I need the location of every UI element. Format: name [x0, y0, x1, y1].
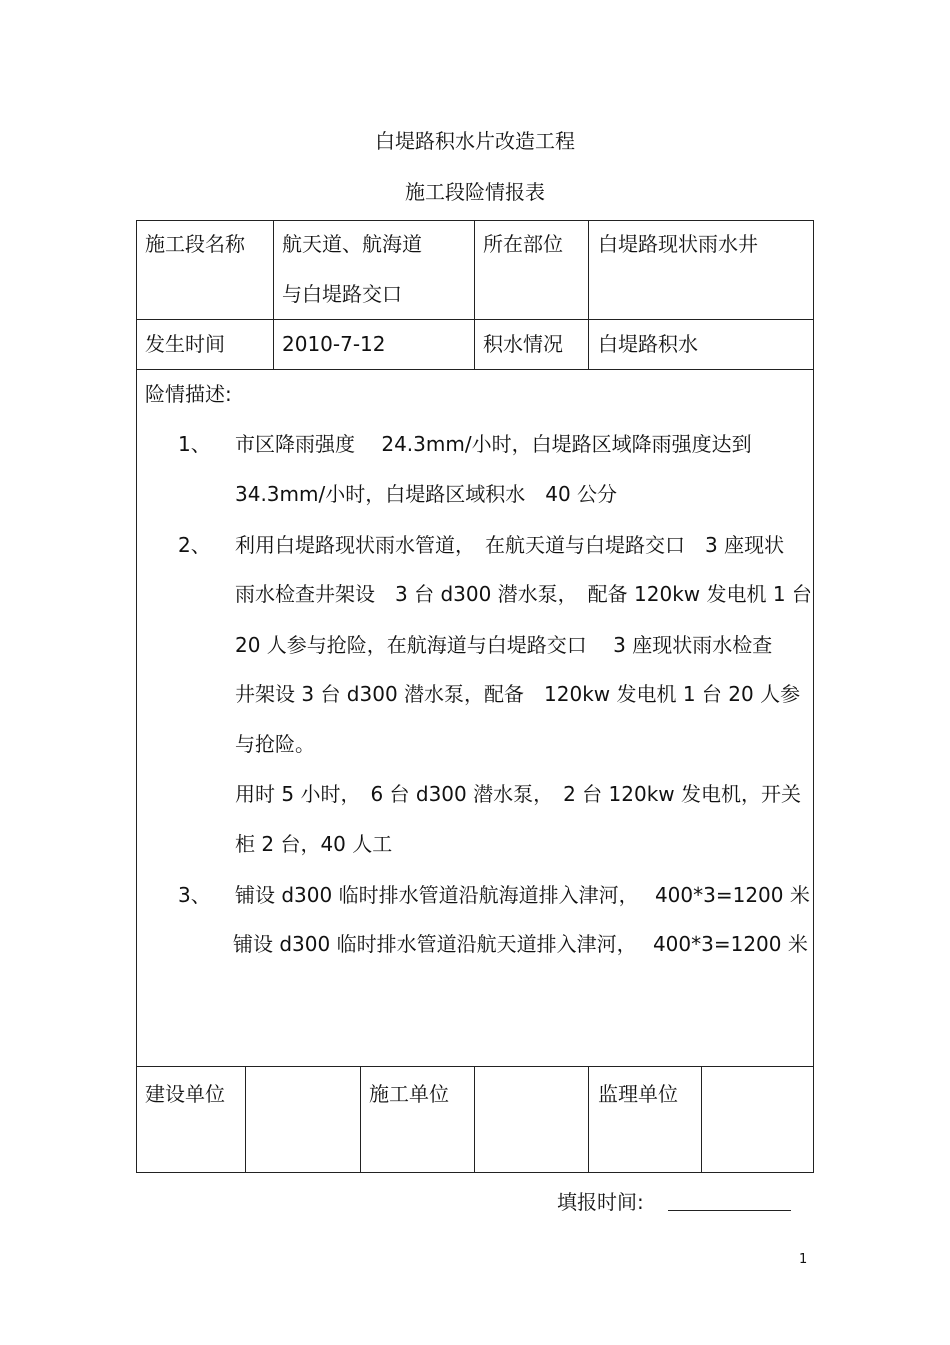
sig-divider-1: [245, 1066, 246, 1172]
item-2-number: 2、: [178, 533, 211, 557]
sig-divider-5: [701, 1066, 702, 1172]
col-divider-b: [474, 221, 475, 369]
item-3-number: 3、: [178, 883, 211, 907]
row-divider-3: [137, 1066, 813, 1067]
item-2-line-7: 柜 2 台，40 人工: [235, 832, 393, 856]
item-2-line-6: 用时 5 小时， 6 台 d300 潜水泵， 2 台 120kw 发电机，开关: [235, 782, 802, 806]
label-section-name: 施工段名称: [145, 232, 245, 256]
item-2-line-2: 雨水检查井架设 3 台 d300 潜水泵， 配备 120kw 发电机 1 台: [235, 582, 812, 606]
row-divider-2: [137, 369, 813, 370]
section-name-line2: 与白堤路交口: [282, 282, 402, 306]
label-supervisor: 监理单位: [598, 1082, 678, 1106]
page-number: 1: [799, 1252, 808, 1267]
location-value: 白堤路现状雨水井: [598, 232, 758, 256]
fill-time-blank: [668, 1210, 791, 1211]
item-3-line-2: 铺设 d300 临时排水管道沿航天道排入津河， 400*3=1200 米: [233, 932, 808, 956]
water-condition-value: 白堤路积水: [598, 332, 698, 356]
report-table: [136, 220, 814, 1173]
document-subtitle: 施工段险情报表: [405, 180, 545, 204]
label-water-condition: 积水情况: [483, 332, 563, 356]
occurrence-time-value: 2010-7-12: [282, 332, 386, 356]
col-divider-c: [588, 221, 589, 369]
fill-time-label: 填报时间:: [557, 1190, 644, 1214]
item-1-number: 1、: [178, 432, 211, 456]
item-2-line-4: 井架设 3 台 d300 潜水泵，配备 120kw 发电机 1 台 20 人参: [235, 682, 801, 706]
sig-divider-4: [588, 1066, 589, 1172]
label-occurrence-time: 发生时间: [145, 332, 225, 356]
section-name-line1: 航天道、航海道: [282, 232, 422, 256]
sig-divider-3: [474, 1066, 475, 1172]
label-location: 所在部位: [483, 232, 563, 256]
col-divider-a: [273, 221, 274, 369]
document-title: 白堤路积水片改造工程: [375, 129, 575, 153]
item-2-line-5: 与抢险。: [235, 732, 315, 756]
item-3-line-1: 铺设 d300 临时排水管道沿航海道排入津河， 400*3=1200 米: [235, 883, 810, 907]
sig-divider-2: [360, 1066, 361, 1172]
item-2-line-3: 20 人参与抢险，在航海道与白堤路交口 3 座现状雨水检查: [235, 633, 773, 657]
description-label: 险情描述:: [145, 382, 232, 406]
item-1-line-2: 34.3mm/小时，白堤路区域积水 40 公分: [235, 482, 618, 506]
row-divider-1: [137, 319, 813, 320]
item-1-line-1: 市区降雨强度 24.3mm/小时，白堤路区域降雨强度达到: [235, 432, 752, 456]
label-contractor: 施工单位: [369, 1082, 449, 1106]
label-construction-owner: 建设单位: [145, 1082, 225, 1106]
item-2-line-1: 利用白堤路现状雨水管道， 在航天道与白堤路交口 3 座现状: [235, 533, 785, 557]
